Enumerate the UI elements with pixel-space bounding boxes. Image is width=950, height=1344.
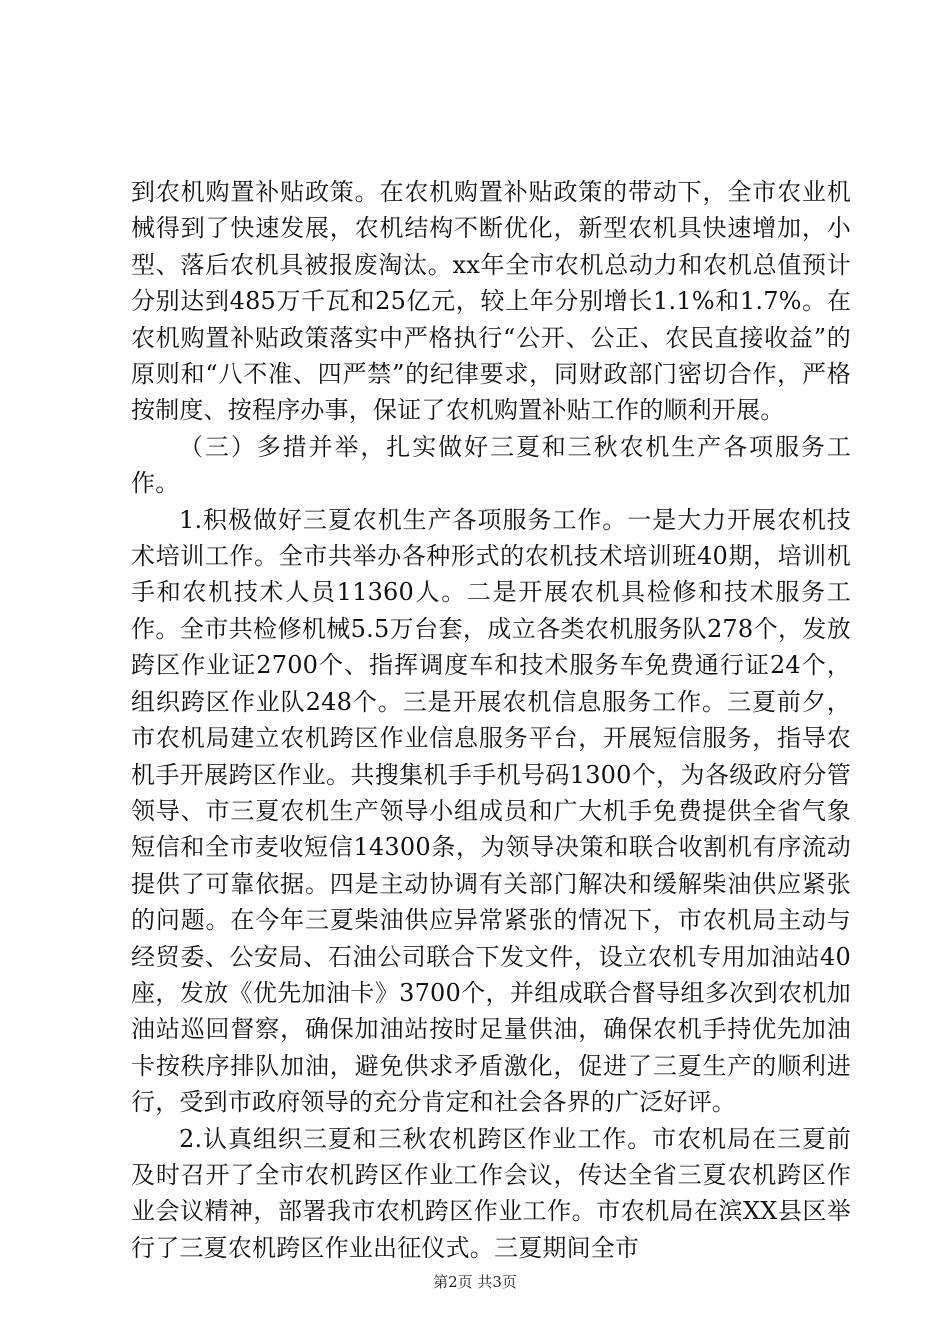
- paragraph-subsidy-policy: 到农机购置补贴政策。在农机购置补贴政策的带动下，全市农业机械得到了快速发展，农机结构不断优化，新型农机具快速增加，小型、落后农机具被报废淘汰。xx年全市农机总动力和农机总值预计分别达到485万千瓦和25亿元，较上年分别增长1.1%和1.7%。在农机购置补贴政策落实中严格执行“公开、公正、农民直接收益”的原则和“八不准、四严禁”的纪律要求，同财政部门密切合作，严格按制度、按程序办事，保证了农机购置补贴工作的顺利开展。: [131, 178, 851, 425]
- section-heading-three: （三）多措并举，扎实做好三夏和三秋农机生产各项服务工作。: [131, 432, 851, 498]
- document-body: [131, 174, 851, 1266]
- paragraph-summer-services: 1.积极做好三夏农机生产各项服务工作。一是大力开展农机技术培训工作。全市共举办各种形式的农机技术培训班40期，培训机手和农机技术人员11360人。二是开展农机具检修和技术服务工作。全市共检修机械5.5万台套，成立各类农机服务队278个，发放跨区作业证2700个、指挥调度车和技术服务车免费通行证24个，组织跨区作业队248个。三是开展农机信息服务工作。三夏前夕，市农机局建立农机跨区作业信息服务平台，开展短信服务，指导农机手开展跨区作业。共搜集机手手机号码1300个，为各级政府分管领导、市三夏农机生产领导小组成员和广大机手免费提供全省气象短信和全市麦收短信14300条，为领导决策和联合收割机有序流动提供了可靠依据。四是主动协调有关部门解决和缓解柴油供应紧张的问题。在今年三夏柴油供应异常紧张的情况下，市农机局主动与经贸委、公安局、石油公司联合下发文件，设立农机专用加油站40座，发放《优先加油卡》3700个，并组成联合督导组多次到农机加油站巡回督察，确保加油站按时足量供油，确保农机手持优先加油卡按秩序排队加油，避免供求矛盾激化，促进了三夏生产的顺利进行，受到市政府领导的充分肯定和社会各界的广泛好评。: [131, 505, 851, 1117]
- page-footer: 第2页 共3页: [433, 1273, 517, 1291]
- paragraph-cross-region-work: 2.认真组织三夏和三秋农机跨区作业工作。市农机局在三夏前及时召开了全市农机跨区作业工作会议，传达全省三夏农机跨区作业会议精神，部署我市农机跨区作业工作。市农机局在滨XX县区举行了三夏农机跨区作业出征仪式。三夏期间全市: [131, 1124, 851, 1262]
